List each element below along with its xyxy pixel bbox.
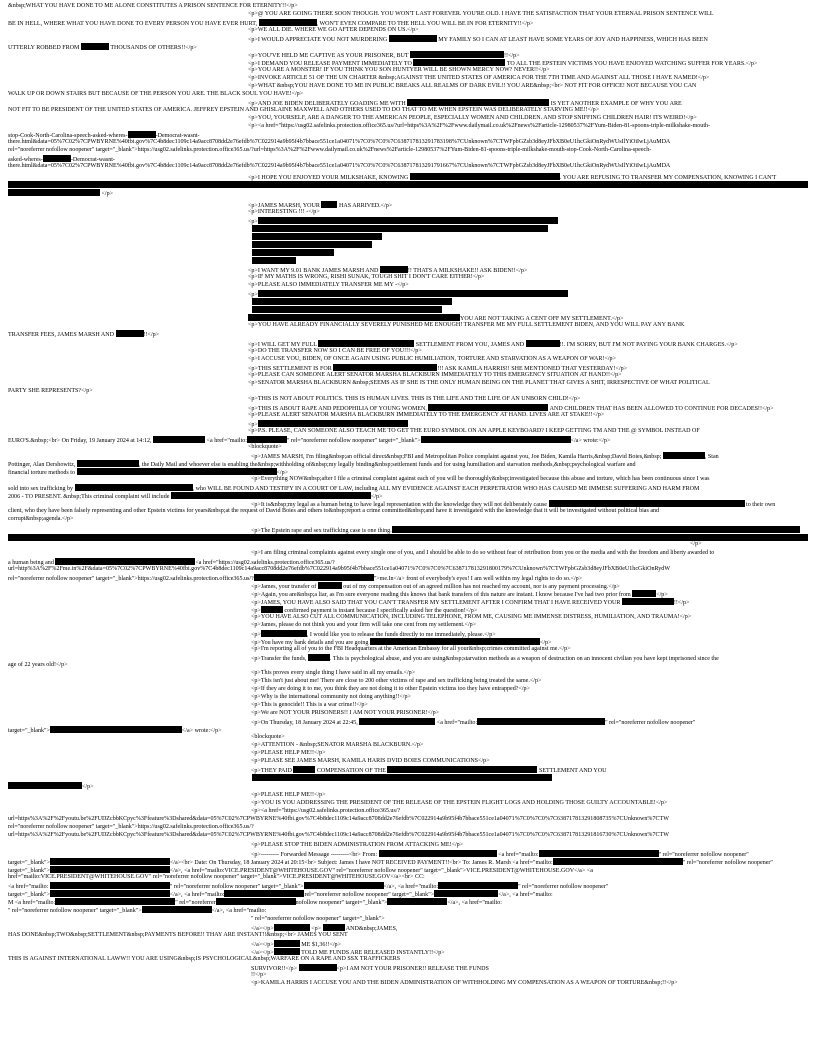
text-line: <blockquote> — [251, 734, 285, 740]
text-line: there.html&data=05%7C02%7CPWBYRNE%40fbi.gov%7C4b8dec1109c14a9acc8708dd2e76efdb%7C022914a9b95f4b7bbace551ce1a04071%7C0%7C0%7C638717813291783198%7CUnknown%7CTWFpbGZsb3d8eyJFbXB0eU1hcGkiOnRydWUsIlYiOiIwLjAuMDA — [8, 139, 671, 145]
redaction-block — [252, 257, 296, 264]
redaction-bar — [413, 59, 505, 66]
text-line: url=https%3A%2F%2Fyoutu.be%2FUDZcbbKCpyc%3Ffeature%3Dshared&data=05%7C02%7CPWBYRNE%40fbi.gov%7C4b8dec1109c14a9acc8708dd2e76efdb%7C022914a9b95f4b7bbace551ce1a04071%7C0%7C0%7C638717813291816730%7CUnknown%7CTW — [8, 832, 669, 838]
redaction-bar — [539, 850, 659, 857]
redaction-bar — [632, 590, 656, 597]
text-line: <p>YOU, YOURSELF, ARE A DANGER TO THE AMERICAN PEOPLE, ESPECIALLY WOMEN AND CHILDREN. AND STOP SNIFFING CHILDREN HAIR! ITS WEIRD!</p> — [248, 115, 697, 121]
redaction-bar — [75, 484, 193, 491]
redaction-bar — [379, 850, 497, 857]
redaction-bar — [248, 314, 460, 321]
redaction-bar — [50, 882, 170, 889]
redaction-bar — [410, 173, 560, 180]
redaction-block — [252, 233, 382, 240]
text-line: <p><a href="https://usg02.safelinks.protection.office365.us/?url=https%3A%2F%2Fwww.dailymail.co.uk%2Fnews%2Farticle-12980537%2FYum-Biden-81-spoons-triple-milkshake-mouth- — [248, 123, 711, 129]
redaction-bar — [50, 890, 170, 897]
redaction-bar — [421, 436, 571, 443]
redaction-bar — [77, 460, 139, 467]
text-line: WALK UP OR DOWN STAIRS BUT BECAUSE OF THE PERSON YOU ARE. THE BLACK SOUL YOU HAVE!</p> — [8, 91, 304, 97]
redaction-bar — [333, 364, 437, 371]
text-line: " rel="noreferrer nofollow noopener" target="_blank"> — [251, 916, 385, 922]
redaction-bar — [392, 526, 800, 533]
redaction-bar — [304, 882, 384, 889]
redaction-bar — [622, 598, 674, 605]
text-line: <p>Again, you are&nbsp;a liar, as I'm sure everyone reading this knows that bank transfers of this nature are instant. I know because I've had two prior from </p> — [251, 592, 668, 598]
text-line: <p>INTERESTING !!! -</p> — [248, 209, 320, 215]
text-line: <p>James, please do not think you and your firm will take one cent from my settlement.</p> — [251, 622, 477, 628]
text-line: url=https%3A%2F%2Fyoutu.be%2FUDZcbbKCpyc%3Ffeature%3Dshared&data=05%7C02%7CPWBYRNE%40fbi.gov%7C4b8dec1109c14a9acc8708dd2e76efdb%7C022914a9b95f4b7bbace551ce1a04071%7C0%7C0%7C638717813291808735%7CUnknown%7CTW — [8, 816, 669, 822]
text-line: BE IN HELL, WHERE WHAT YOU HAVE DONE TO EVERY PERSON YOU HAVE EVER HURT, , WON'T EVEN COMPARE TO THE HELL YOU WILL BE IN FOR ETERNITY!!</p> — [8, 21, 534, 27]
redaction-bar — [370, 638, 540, 645]
text-line: TRANSFER FEES, JAMES MARSH AND !!</p> — [8, 332, 160, 338]
text-line: PARTY SHE REPRESENTS?</p> — [8, 388, 93, 394]
redaction-block — [8, 181, 808, 188]
text-line: sold into sex trafficking by , who WILL BE FOUND AND TESTIFY IN A COURT OF LAW, including ALL MY EVIDENCE AGAINST EACH PERPETRATOR WHO HAS CAUSED ME IMMESE SUFFERING AND HARM FROM — [8, 486, 700, 492]
redaction-bar — [323, 924, 345, 931]
text-line: <p>I am filing criminal complaints against every single one of you, and I should be able to do so without fear of retribution from you or the media and with the freedom and liberty awarded to — [251, 550, 715, 556]
redaction-bar — [258, 217, 558, 224]
text-line: age of 22 years old!</p> — [8, 662, 68, 668]
text-line: <p>I'm reporting all of you to the FBI Headquarters at the American Embassy for all your&nbsp;crimes committed against me.</p> — [251, 646, 571, 652]
redaction-block — [252, 774, 552, 781]
redaction-bar — [50, 726, 182, 733]
redaction-bar — [224, 890, 304, 897]
text-line: UTTERLY ROBBED FROM THOUSANDS OF OTHERS!!</p> — [8, 45, 197, 51]
redaction-bar — [55, 898, 175, 905]
redaction-bar — [258, 290, 568, 297]
redaction-bar — [434, 890, 498, 897]
text-line: <p>Why is the international community not doing anything!!</p> — [251, 694, 411, 700]
text-line: <p>JAMES MARSH, I'm filing&nbsp;an official direct&nbsp;FBI and Metropolitan Police complaint against you, Joe Biden, Kamila Harris,&nbsp;David Boies,&nbsp; , Stan — [251, 454, 719, 460]
text-line: <p>DO THE TRANSFER NOW SO I CAN BE FREE OF YOU!!!</p> — [248, 348, 422, 354]
text-line: <p>JAMES MARSH, YOUR HAS ARRIVED.</p> — [248, 203, 393, 209]
text-line: <p>AND JOE BIDEN DELIBERATELY GOADING ME WITH IS YET ANOTHER EXAMPLE OF WHY YOU ARE — [248, 101, 682, 107]
text-line: <p>YOU HAVE ALSO CUT ALL COMMUNICATION, INCLUDING TELEPHONE, FROM ME, CAUSING ME IMMENSE DISTRESS, HUMILIATION, AND TRAUMA!</p> — [251, 614, 692, 620]
text-line: <p>You have my bank details and you are going </p> — [251, 640, 552, 646]
redaction-bar — [259, 19, 317, 26]
text-line: <p>ATTENTION - &nbsp;SENATOR MARSHA BLACKBURN.</p> — [251, 742, 424, 748]
redaction-bar — [308, 654, 330, 661]
text-line: <p>This isn't just about me! There are close to 200 other victims of rape and sex trafficking being treated the same.</p> — [251, 678, 542, 684]
text-line: &nbsp;WHAT YOU HAVE DONE TO ME ALONE CONSTITUTES A PRISON SENTENCE FOR ETERNITY!!</p> — [8, 3, 298, 9]
text-line: <p>THIS IS ABOUT RAPE AND PEDOPHILIA OF YOUNG WOMEN, AND CHILDREN THAT HAS BEEN ALLOWED TO CONTINUE FOR DECADES!!</p> — [248, 406, 774, 412]
text-line: target="_blank"> </a><br> Date: On Thursday, 18 January 2024 at 20:15<br> Subject: James I have NOT RECEIVED PAYMENT!!<br> To: James R. Marsh <a href="mailto: " rel="noreferrer nofollow noopener" — [8, 860, 773, 866]
text-line: <p>This proves every single thing I have said in all my emails.</p> — [251, 670, 416, 676]
redaction-bar — [77, 468, 277, 475]
redaction-bar — [553, 858, 683, 865]
text-line: target="_blank"> </a>, <a href="mailto: rel="noreferrer nofollow noopener" target="_blank"> </a>, <a href="mailto: — [8, 892, 553, 898]
text-line: M <a href="mailto: " rel="noreferrer nofollow noopener" target="_blank"> </a>, <a href="mailto: — [8, 900, 502, 906]
text-line: <p>INVOKE ARTICLE 51 OF THE UN CHARTER &nbsp;AGAINST THE UNITED STATES OF AMERICA FOR THE 7TH TIME AND AGAINST ALL THOSE I HAVE NAMED!</p> — [248, 75, 710, 81]
text-line: <p>IF MY MATHS IS WRONG, RISHI SUNAK, TOUGH SHIT I DON'T CARE EITHER!</p> — [248, 274, 485, 280]
text-line: rel="noreferrer nofollow noopener" target="_blank">https://usg02.safelinks.protection.office365.us/? — [8, 824, 254, 830]
text-line: href="mailto:VICE.PRESIDENT@WHITEHOUSE.GOV" rel="noreferrer nofollow noopener" target="_blank">VICE.PRESIDENT@WHITEHOUSE.GOV</a><br> CC: — [8, 874, 425, 880]
text-line: <p> , I would like you to release the funds directly to me immediately, please.</p> — [251, 632, 496, 638]
redaction-bar — [293, 766, 315, 773]
redaction-bar — [50, 866, 170, 873]
text-line: financial torture methods to </p> — [8, 470, 289, 476]
redaction-bar — [438, 882, 518, 889]
text-line: <p>I HOPE YOU ENJOYED YOUR MILKSHAKE, KNOWING . YOU ARE REFUSING TO TRANSFER MY COMPENSATION, KNOWING I CAN'T — [248, 175, 777, 181]
text-line: <p> — [248, 217, 558, 227]
redaction-bar — [43, 155, 71, 162]
text-line: rel="noreferrer nofollow noopener" target="_blank">https://usg02.safelinks.protection.office365.us/?url=https%3A%2F%2Fwww.dailymail.co.uk%2Fnews%2Farticle-12980537%2FYum-Biden-81-spoons-triple-milkshake-mouth-stop-Cook-North-Carolina-speech- — [8, 147, 652, 153]
text-line: <p>YOU'VE HELD ME CAPTIVE AS YOUR PRISONER, BUT !!</p> — [248, 53, 520, 59]
redaction-bar — [477, 718, 605, 725]
redaction-bar — [318, 340, 414, 347]
redaction-bar — [410, 51, 504, 58]
redaction-block — [252, 306, 442, 313]
text-line: <p>--------- Forwarded Message ---------<br> From: <a href="mailto: " rel="noreferrer nofollow noopener" — [251, 852, 749, 858]
redaction-bar — [549, 500, 745, 507]
text-line: <p> — [248, 420, 408, 430]
redaction-bar — [407, 99, 549, 106]
text-line: <p>P.S. PLEASE, CAN SOMEONE ALSO TEACH ME TO GET THE EURO SYMBOL ON AN APPLE KEYBOARD? I KEEP GETTING TM AND THE @ SYMBOL INSTEAD OF — [248, 428, 700, 434]
text-line: SURVIVOR!!</p> <p>I AM NOT YOUR PRISONER!! RELEASE THE FUNDS — [251, 966, 489, 972]
text-line: <p> — [248, 290, 568, 300]
text-line: <p>SENATOR MARSHA BLACKBURN &nbsp;SEEMS AS IF SHE IS THE ONLY HUMAN BEING ON THE PLANET THAT GIVES A SHIT, IRRESPECTIVE OF WHAT POLITICAL — [248, 380, 710, 386]
text-line: EURO'S.&nbsp;<br> On Friday, 19 January 2024 at 14:12, <a href="mailto: " rel="noreferrer nofollow noopener" target="_blank"> </a> wrote:</p> — [8, 438, 611, 444]
redaction-bar — [116, 330, 144, 337]
text-line: client, who they have been falsely representing and other Epstein victims for years&nbsp;at the request of David Boies and others to&nbsp;report a crime committed&nbsp;and have it investigated with the knowledge that it will be investigated without political bias and — [8, 508, 660, 514]
text-line: <p>I DEMAND YOU RELEASE PAYMENT IMMEDIATELY TO TO ALL THE EPSTEIN VICTIMS YOU HAVE ENJOYED WATCHING SUFFER FOR YEARS.</p> — [248, 61, 758, 67]
text-line: <p>WE ALL DIE. WHERE WE GO AFTER DEPENDS ON US.</p> — [248, 27, 419, 33]
redaction-bar — [247, 436, 287, 443]
text-line: <p>YOU ARE A MONSTER! IF YOU THINK YOU SON HUNTYER WILL BE SHOWN MERCY NOW? NEVER!!</p> — [248, 67, 550, 73]
text-line: <p>James, your transfer of out of my compensation out of an agreed million has not reached my account, nor is any payment processing.</p> — [251, 584, 620, 590]
redaction-bar — [526, 340, 560, 347]
redaction-bar — [171, 492, 371, 499]
text-line: </a></p> TOLD ME FUNDS ARE RELEASED INSTANTLY!!</p> — [251, 950, 445, 956]
text-line: <p>PLEASE STOP THE BIDEN ADMINISTRATION FROM ATTACKING ME!</p> — [251, 842, 464, 848]
text-line: <p>On Thursday, 18 January 2024 at 22:45, <a href="mailto: " rel="noreferrer nofollow noopener" — [251, 720, 696, 726]
text-line: there.html&data=05%7C02%7CPWBYRNE%40fbi.gov%7C4b8dec1109c14a9acc8708dd2e76efdb%7C022914a9b95f4b7bbace551ce1a04071%7C0%7C0%7C638717813291791667%7CUnknown%7CTWFpbGZsb3d8eyJFbXB0eU1hcGkiOnRydWUsIlYiOiIwLjAuMDA — [8, 163, 671, 169]
redaction-bar — [321, 201, 337, 208]
redaction-bar — [663, 452, 705, 459]
text-line: asked-wheres- -Democrat-wasnt- — [8, 157, 115, 163]
text-line: <p>PLEASE HELP ME!!</p> — [251, 792, 326, 798]
redaction-bar — [128, 131, 156, 138]
text-line: <p>Everything NOW&nbsp;after I file a criminal complaint against each of you will be thoroughly&nbsp;investigated because this abuse and torture, which has been continuous since I was — [251, 476, 710, 482]
text-line: <p>PLEASE HELP ME!!</p> — [251, 750, 326, 756]
text-line: target="_blank"> </a> wrote:</p> — [8, 728, 222, 734]
text-line: <p>We are NOT YOUR PRISONERS!! I AM NOT YOUR PRISONER!</p> — [251, 710, 440, 716]
redaction-bar — [387, 898, 447, 905]
text-line: a human being and <a href="https://usg02.safelinks.protection.office365.us/? — [8, 560, 335, 566]
text-line: </a></p> <p> AND&nbsp;JAMES, — [251, 926, 398, 932]
text-line: target="_blank"> </a>, <a href="mailto:VICE.PRESIDENT@WHITEHOUSE.GOV" rel="noreferrer nofollow noopener" target="_blank">VICE.PRESIDENT@WHITEHOUSE.GOV</a> <a — [8, 868, 593, 874]
redaction-bar — [261, 630, 307, 637]
redaction-bar — [8, 189, 100, 196]
text-line: <p> confirmed payment is instant because I specifically asked her the question!</p> — [251, 608, 478, 614]
text-line: <p>THEY PAID COMPENSATION OF THE SETTLEMENT AND YOU — [251, 768, 607, 774]
text-line: THIS IS AGAINST INTERNATIONAL LAWW!! YOU ARE USING&nbsp;IS PSYCHOLOGICAL&nbsp;WARFARE ON A RAPE AND SSX TRAFFICKERS — [8, 956, 401, 962]
text-line: <p>I WOULD APPRECIATE YOU NOT MURDERING MY FAMILY SO I CAN AT LEAST HAVE SOME YEARS OF JOY AND HAPPINESS, WHICH HAS BEEN — [248, 37, 708, 43]
redaction-bar — [254, 574, 374, 581]
text-line: <p>If they are doing it to me, you think they are not doing it to other Epstein victims too they have entrapped?</p> — [251, 686, 530, 692]
text-line: HAS DONE&nbsp;TWO&nbsp;SETTLEMENT&nbsp;PAYMENTS BEFORE!! THAY ARE INSTANT!!&nbsp;<br> JAMES YOU SENT — [8, 932, 348, 938]
redaction-block — [252, 249, 334, 256]
redaction-bar — [153, 436, 205, 443]
text-line: <p>I WANT MY 9.01 BANK JAMES MARSH AND !! THATS A MILKSHAKE!! ASK BIDEN!!</p> — [248, 268, 528, 274]
redaction-bar — [261, 606, 283, 613]
text-line: <p>JAMES, YOU HAVE ALSO SAID THAT YOU CAN'T TRANSFER MY SETTLEMENT AFTER I CONFIRM THAT I HAVE RECEIVED YOUR !!</p> — [251, 600, 690, 606]
text-line: <a href="mailto: " rel="noreferrer nofollow noopener" target="_blank"> </a>, <a href="mailto: " rel="noreferrer nofollow noopener" — [8, 884, 609, 890]
text-line: " rel="noreferrer nofollow noopener" target="_blank"> </a>, <a href="mailto: — [8, 908, 267, 914]
redaction-bar — [380, 266, 408, 273]
text-line: <p>PLEASE ALSO IMMEDIATELY TRANSFER ME MY -</p> — [248, 282, 409, 288]
redaction-bar — [8, 782, 82, 789]
text-line: !!</p> — [251, 972, 267, 978]
redaction-bar — [274, 948, 300, 955]
text-line: 2006 - TO PRESENT. &nbsp;This criminal complaint will include </p> — [8, 494, 383, 500]
redaction-bar — [428, 404, 548, 411]
text-line: <p>PLEASE CAN SOMEONE ALERT SENATOR MARSHA BLACKBURN IMMEDIATELY TO THIS EMERGENCY SITUATION AT HAND!!</p> — [248, 372, 622, 378]
text-line: url=http%3A%2F%2Fme.in%2F&data=05%7C02%7CPWBYRNE%40fbi.gov%7C4b8dec1109c14a9acc8708dd2e76efdb%7C022914a9b95f4b7bbace551ce1a04071%7C0%7C0%7C638717813291800179%7CUnknown%7CTWFpbGZsb3d8eyJFbXB0eU1hcGkiOnRydW — [8, 566, 671, 572]
text-line: corrupt&nbsp;agenda.</p> — [8, 516, 74, 522]
text-line: <p>I ACCUSE YOU, BIDEN, OF ONCE AGAIN USING PUBLIC HUMILIATION, TORTURE AND STARVATION AS A WEAPON OF WAR!</p> — [248, 356, 616, 362]
text-line: <p>It is&nbsp;my legal as a human being to have legal representation with the knowledge they will not deliberately cause to their own — [251, 502, 776, 508]
text-line: <p>YOU IS YOU ADDRESSING THE PRESIDENT OF THE RELEASE OF THE EPSTEIN FLIGHT LOGS AND HOLDING THOSE GUILTY ACCOUNTABLE!</p> — [251, 800, 668, 806]
redaction-bar — [387, 766, 537, 773]
text-line: </p> — [8, 782, 94, 792]
text-line: </a></p> ME $1,36!!</p> — [251, 942, 341, 948]
redaction-bar — [50, 858, 170, 865]
text-line: <blockquote> — [248, 444, 282, 450]
redaction-block — [8, 534, 808, 541]
text-line: <p>PLEASE SEE JAMES MARSH, KAMILA HARIS DVID BOIES COMMUNICATIONS</p> — [251, 758, 490, 764]
text-line: <p>KAMILA HARRIS I ACCUSE YOU AND THE BIDEN ADMINISTRATION OF WITHHOLDING MY COMPENSATION AS A WEAPON OF TORTURE&nbsp;!!</p> — [251, 980, 678, 986]
text-line: NOT FIT TO BE PRESIDENT OF THE UNITED STATES OF AMERICA. JEFFREY EPSTEIN AND GHISLAINE MAXWELL AND OTHERS USED TO DO THAT TO ME WHEN EPSTEIN WAS DELIBERATELY STARVING ME!!</p> — [8, 107, 600, 113]
text-line: <p>The Epstein rape and sex trafficking case is one thing. — [251, 526, 800, 536]
text-line: <p>@ YOU ARE GOING THERE SOON THOUGH. YOU WON'T LAST FOREVER. YOU'RE OLD. I HAVE THE SATISFACTION THAT YOUR ETERNAL PRISON SENTENCE WILL — [248, 11, 714, 17]
text-line: <p>THIS IS NOT ABOUT POLITICS. THIS IS HUMAN LIVES. THIS IS THE LIFE AND THE LIFE OF AN UNBORN CHILD!</p> — [248, 396, 581, 402]
text-line: <p>Transfer the funds, . This is psychological abuse, and you are using&nbsp;starvation methods as a weapon of destruction on an innocent civilian you have kept imprisoned since the — [251, 656, 719, 662]
text-line: <p>THIS SETTLEMENT IS FOR !!! ASK KAMILA HARRIS!! SHE MENTIONED THAT YESTERDAY!</p> — [248, 366, 628, 372]
text-line: Pottinger, Alan Dershowitz, , the Daily Mail and whoever else is enabling the&nbsp;withholding of&nbsp;my legally binding&nbsp;settlement funds and for using humiliation and starvation methods,&nbsp;psychological warfare and — [8, 462, 636, 468]
text-line: rel="noreferrer nofollow noopener" target="_blank">https://usg02.safelinks.protection.office365.us/? ">me.In</a> front of everybody's eyes! I am well within my legal rights to do so.</p> — [8, 576, 583, 582]
redaction-bar — [216, 898, 296, 905]
redaction-bar — [81, 43, 109, 50]
text-line: <p>WHAT &nbsp;YOU HAVE DONE TO ME IN PUBLIC BREAKS ALL REALMS OF DARK EVIL!! YOU ARE&nbsp;<br> NOT FIT FOR OFFICE! NOT BECAUSE YOU CAN — [248, 83, 697, 89]
text-line: <p>PLEASE ALERT SENATOR MARSHA BLACKBURN IMMEDIATELY TO THE EMERGENCY AT HAND. LIVES ARE AT STAKE!!</p> — [248, 412, 605, 418]
redaction-block — [252, 225, 548, 232]
redaction-bar — [318, 582, 342, 589]
text-line: YOU ARE NOT TAKING A CENT OFF MY SETTLEMENT.</p> — [248, 314, 623, 324]
redaction-bar — [274, 940, 300, 947]
text-line: <p>I WILL GET MY FULL SETTLEMENT FROM YOU, JAMES AND !!. I'M SORRY, BUT I'M NOT PAYING YOUR BANK CHARGES.</p> — [248, 342, 738, 348]
redaction-bar — [142, 906, 212, 913]
redaction-bar — [359, 718, 435, 725]
text-line: stop-Cook-North-Carolina-speech-asked-wheres- -Democrat-wasnt- — [8, 133, 200, 139]
text-line: </p> — [690, 541, 702, 547]
text-line: <p><a href="https://usg02.safelinks.protection.office365.us/? — [251, 808, 401, 814]
redaction-bar — [389, 35, 437, 42]
redaction-block — [252, 298, 452, 305]
redaction-bar — [274, 924, 310, 931]
text-line: </p> — [8, 189, 113, 199]
redaction-bar — [299, 964, 337, 971]
redaction-bar — [55, 558, 195, 565]
text-line: <p>This is genocide!! This is a war crime!!</p> — [251, 702, 368, 708]
text-line: <p>YOU HAVE ALREADY FINANCIALLY SEVERELY PUNISHED ME ENOUGH! TRANSFER ME MY FULL SETTLEMENT BIDEN, AND YOU WILL PAY ANY BANK — [248, 322, 685, 328]
redaction-block — [252, 241, 372, 248]
redaction-bar — [258, 420, 408, 427]
